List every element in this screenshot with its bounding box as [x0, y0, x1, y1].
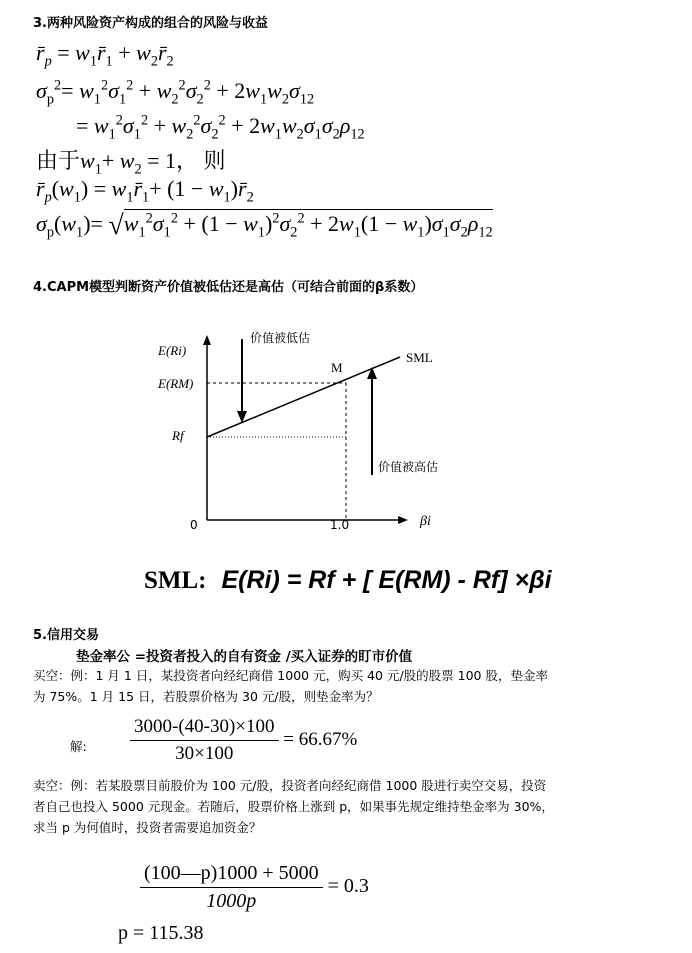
y-axis-label: E(Ri)	[158, 343, 187, 358]
buy-denominator: 30×100	[175, 743, 234, 764]
undervalued-label: 价值被低估	[250, 331, 311, 345]
formula-portfolio-return: r̄p = w1r̄1 + w2r̄2 $r̄_p$ = $w_1r̄_1$ + $w_2r̄_2$	[36, 40, 192, 70]
x-axis-label: βi	[420, 514, 431, 529]
sell-example-text	[33, 775, 554, 838]
section-3-heading: 3.两种风险资产构成的组合的风险与收益	[33, 16, 268, 31]
solve-label: 解:	[70, 739, 87, 754]
margin-ratio-definition: 垫金率公 =投资者投入的自有资金 /买入证券的盯市价值	[76, 649, 413, 665]
sell-example-line-2: 者自己也投入 5000 元现金。若随后，股票价格上涨到 p，如果事先规定维持垫金率为 30%，	[33, 799, 554, 814]
buy-solution-formula	[130, 716, 357, 765]
buy-result: = 66.67%	[283, 728, 358, 750]
buy-numerator: 3000-(40-30)×100	[130, 716, 279, 741]
section-5-heading: 5.信用交易	[33, 628, 99, 643]
sml-chart	[150, 325, 440, 540]
overvalued-label: 价值被高估	[378, 460, 439, 474]
buy-example-line-2: 为 75%。1 月 15 日，若股票价格为 30 元/股，则垫金率为？	[33, 689, 379, 704]
sml-formula-prefix: SML:	[144, 567, 207, 594]
sell-numerator: (100—p)1000 + 5000	[140, 862, 323, 888]
point-m-label: M	[331, 360, 343, 375]
buy-example-line-1: 买空：例：1 月 1 日，某投资者向经纪商借 1000 元，购买 40 元/股的股票 100 股，垫金率	[33, 668, 548, 683]
formula-portfolio-variance: σp² = w1²σ1² + w2²σ2² + 2w1w2σ12 $\sigma_p^2= w_1^2\sigma_1^2 + w_2^2\sigma_2^2 + 2w_1w_2\sigma_{12}$	[36, 78, 361, 108]
sell-example-line-1: 卖空：例：若某股票目前股价为 100 元/股，投资者向经纪商借 1000 股进行卖空交易，投资	[33, 778, 547, 793]
tick-label: 1.0	[330, 518, 350, 532]
formula-weight-constraint: 由于w1 + w2 = 1，则 由于$w_1+ w_2 = 1$， 则	[36, 148, 236, 178]
section-4-heading: 4.CAPM模型判断资产价值被低估还是高估（可结合前面的β系数）	[33, 280, 424, 295]
p-answer: p = 115.38	[118, 922, 204, 944]
sml-formula	[144, 566, 552, 595]
rf-label: Rf	[172, 428, 184, 443]
em-label: E(RM)	[158, 376, 194, 391]
overvalued-arrow-head-icon	[367, 367, 377, 379]
formula-portfolio-variance-expanded: = w1²σ1² + w2²σ2² + 2w1w2σ1σ2ρ12 = $w_1^2\sigma_1^2 + w_2^2\sigma_2^2 + 2w_1w_2\sigma_1\sigma_2\rho_{12}$	[76, 113, 411, 143]
sml-line-label: SML	[406, 350, 433, 365]
formula-return-of-w1: r̄p(w1) = w1r̄1 + (1 − w1)r̄2 $r̄_p(w_1)$ = $w_1r̄_1+ (1$ − $w_1)r̄_2$	[36, 176, 283, 206]
x-axis-arrow-icon	[398, 516, 408, 524]
sell-result: = 0.3	[327, 875, 369, 898]
sell-solution-formula	[140, 862, 369, 913]
sml-formula-body: E(Ri) = Rf + [ E(RM) - Rf] ×βi	[221, 566, 552, 594]
y-axis-arrow-icon	[203, 335, 211, 345]
sell-example-line-3: 求当 p 为何值时，投资者需要追加资金？	[33, 820, 262, 835]
formula-stdev-of-w1: σp(w1) = √(w1²σ1² + (1 − w1)²σ2² + 2w1(1 − w1)σ1σ2ρ12) $\sigma_p(w_1)= √w_1^2\sigma_1^2 + (1 - w_1)^2\sigma_2^2 + 2w_1(1 - w_1)\sigma_1\sigma_2\rho_{12}$	[36, 210, 565, 241]
sell-denominator: 1000p	[206, 890, 257, 912]
origin-label: 0	[190, 518, 198, 532]
buy-example-text	[33, 665, 548, 707]
